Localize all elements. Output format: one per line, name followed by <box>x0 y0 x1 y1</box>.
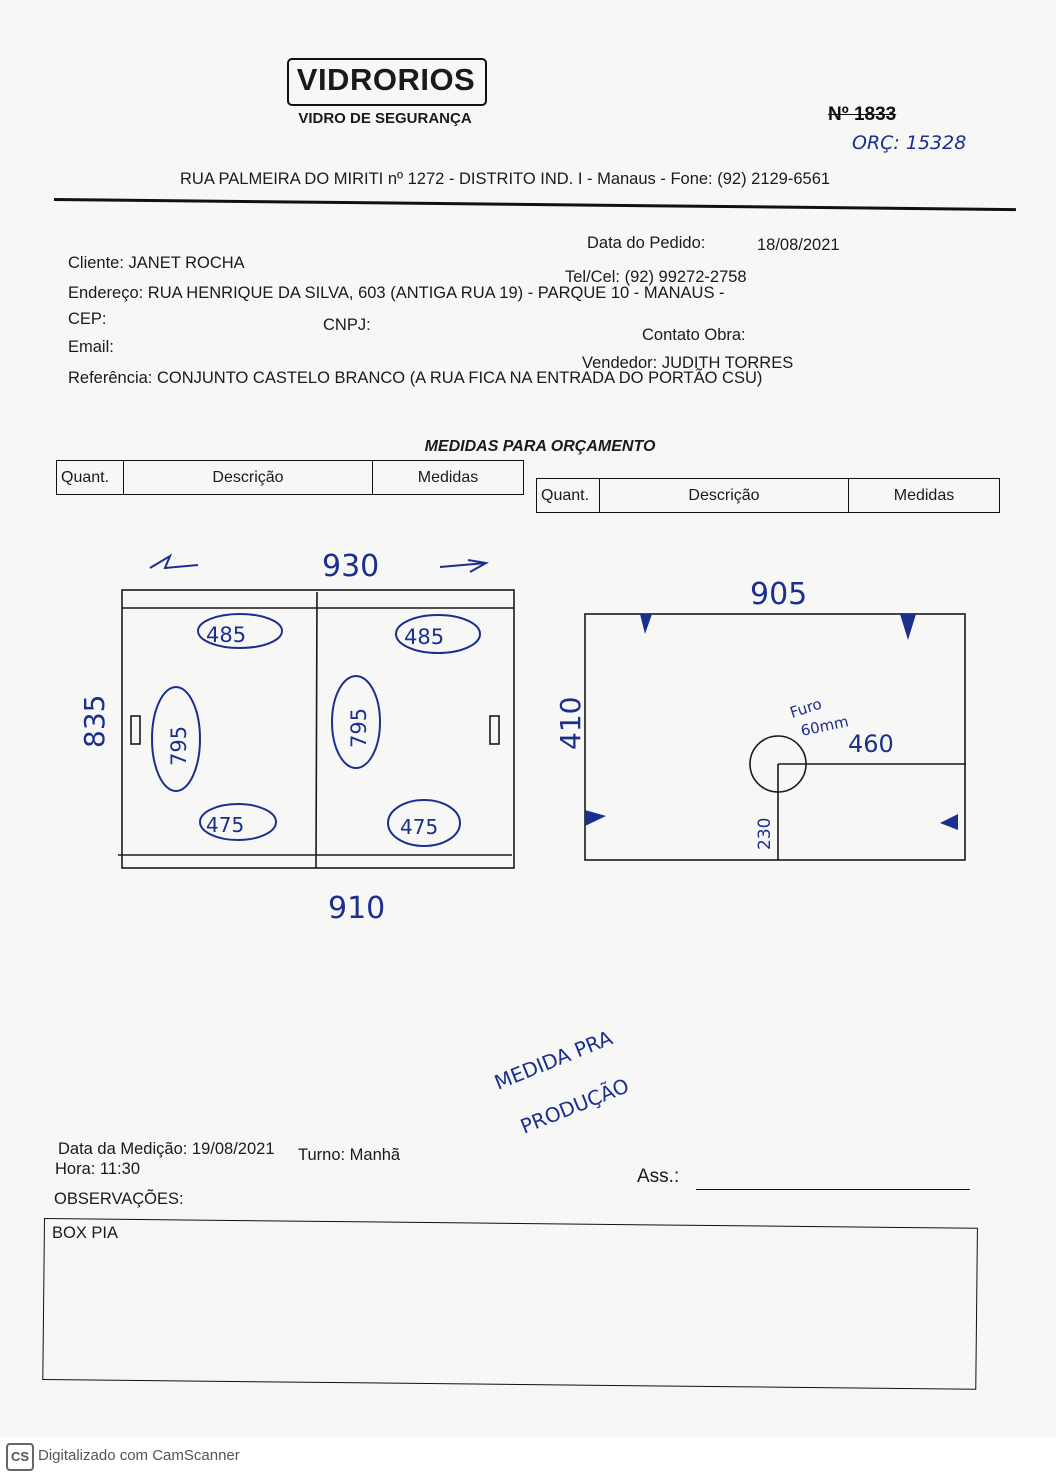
dim-hole-y: 230 <box>755 817 775 850</box>
clip-bottom-left-icon <box>585 810 606 826</box>
signature-line <box>696 1189 970 1190</box>
header-divider <box>54 198 1016 211</box>
measure-date-field: Data da Medição: 19/08/2021 <box>58 1140 275 1158</box>
form-number: Nº 1833 <box>828 104 897 125</box>
dim-side: 410 <box>554 696 587 750</box>
clip-top-left-icon <box>640 614 652 634</box>
handle-right <box>490 716 499 744</box>
dim-top: 930 <box>322 549 380 584</box>
note-line-2: PRODUÇÃO <box>516 1073 633 1139</box>
dim-bottom: 910 <box>328 891 386 926</box>
observations-label: OBSERVAÇÕES: <box>54 1190 184 1208</box>
quote-number: ORÇ: 15328 <box>852 132 967 154</box>
dim-bottom-right: 475 <box>400 815 439 839</box>
glass-outline <box>585 614 965 860</box>
col-qty: Quant. <box>57 461 124 495</box>
handwritten-note <box>480 990 700 1140</box>
col-measure: Medidas <box>849 479 1000 513</box>
col-desc: Descrição <box>600 479 849 513</box>
arrow-right-icon <box>440 560 486 572</box>
order-date-label: Data do Pedido: <box>587 234 706 252</box>
clip-bottom-right-icon <box>940 814 958 830</box>
company-tagline: VIDRO DE SEGURANÇA <box>298 110 472 127</box>
hole-note-2: 60mm <box>799 712 851 740</box>
dim-top: 905 <box>750 577 808 612</box>
dim-top-left: 485 <box>206 623 247 647</box>
col-measure: Medidas <box>373 461 524 495</box>
shift-field: Turno: Manhã <box>298 1146 401 1164</box>
col-desc: Descrição <box>124 461 373 495</box>
measures-table-right <box>536 478 1000 513</box>
right-sketch <box>540 560 980 880</box>
dim-mid-right: 795 <box>347 707 371 748</box>
handle-left <box>131 716 140 744</box>
scanner-text: Digitalizado com CamScanner <box>38 1447 240 1464</box>
cep-field: CEP: <box>68 310 107 328</box>
measures-table-left <box>56 460 524 495</box>
reference-field: Referência: CONJUNTO CASTELO BRANCO (A RUA FICA NA ENTRADA DO PORTÃO CSU) <box>68 369 763 387</box>
order-date-value: 18/08/2021 <box>757 236 840 254</box>
company-address: RUA PALMEIRA DO MIRITI nº 1272 - DISTRITO IND. I - Manaus - Fone: (92) 2129-6561 <box>180 170 831 188</box>
email-field: Email: <box>68 338 114 356</box>
signature-label: Ass.: <box>637 1166 680 1187</box>
arrow-left-icon <box>150 556 198 568</box>
col-qty: Quant. <box>537 479 600 513</box>
note-line-1: MEDIDA PRA <box>490 1025 616 1095</box>
phone-field: Tel/Cel: (92) 99272-2758 <box>565 268 747 286</box>
hole-note-1: Furo <box>787 694 824 722</box>
observations-text: BOX PIA <box>52 1224 119 1242</box>
dim-hole-x: 460 <box>848 730 894 758</box>
camscanner-icon: CS <box>6 1443 34 1471</box>
contact-field: Contato Obra: <box>642 326 746 344</box>
dim-mid-left: 795 <box>167 725 191 766</box>
seller-field: Vendedor: JUDITH TORRES <box>582 354 794 372</box>
client-field: Cliente: JANET ROCHA <box>68 254 245 272</box>
dim-top-right: 485 <box>404 625 445 649</box>
address-field: Endereço: RUA HENRIQUE DA SILVA, 603 (ANTIGA RUA 19) - PARQUE 10 - MANAUS - <box>68 284 725 302</box>
cnpj-field: CNPJ: <box>323 316 371 334</box>
company-logo: VIDRORIOS <box>296 62 476 97</box>
left-sketch <box>0 530 540 930</box>
clip-top-right-icon <box>900 614 916 640</box>
observations-box <box>42 1218 978 1390</box>
dim-side: 835 <box>78 694 111 748</box>
time-field: Hora: 11:30 <box>55 1160 140 1178</box>
dim-bottom-left: 475 <box>206 813 245 837</box>
center-divider <box>316 592 317 868</box>
measures-title: MEDIDAS PARA ORÇAMENTO <box>424 438 656 455</box>
